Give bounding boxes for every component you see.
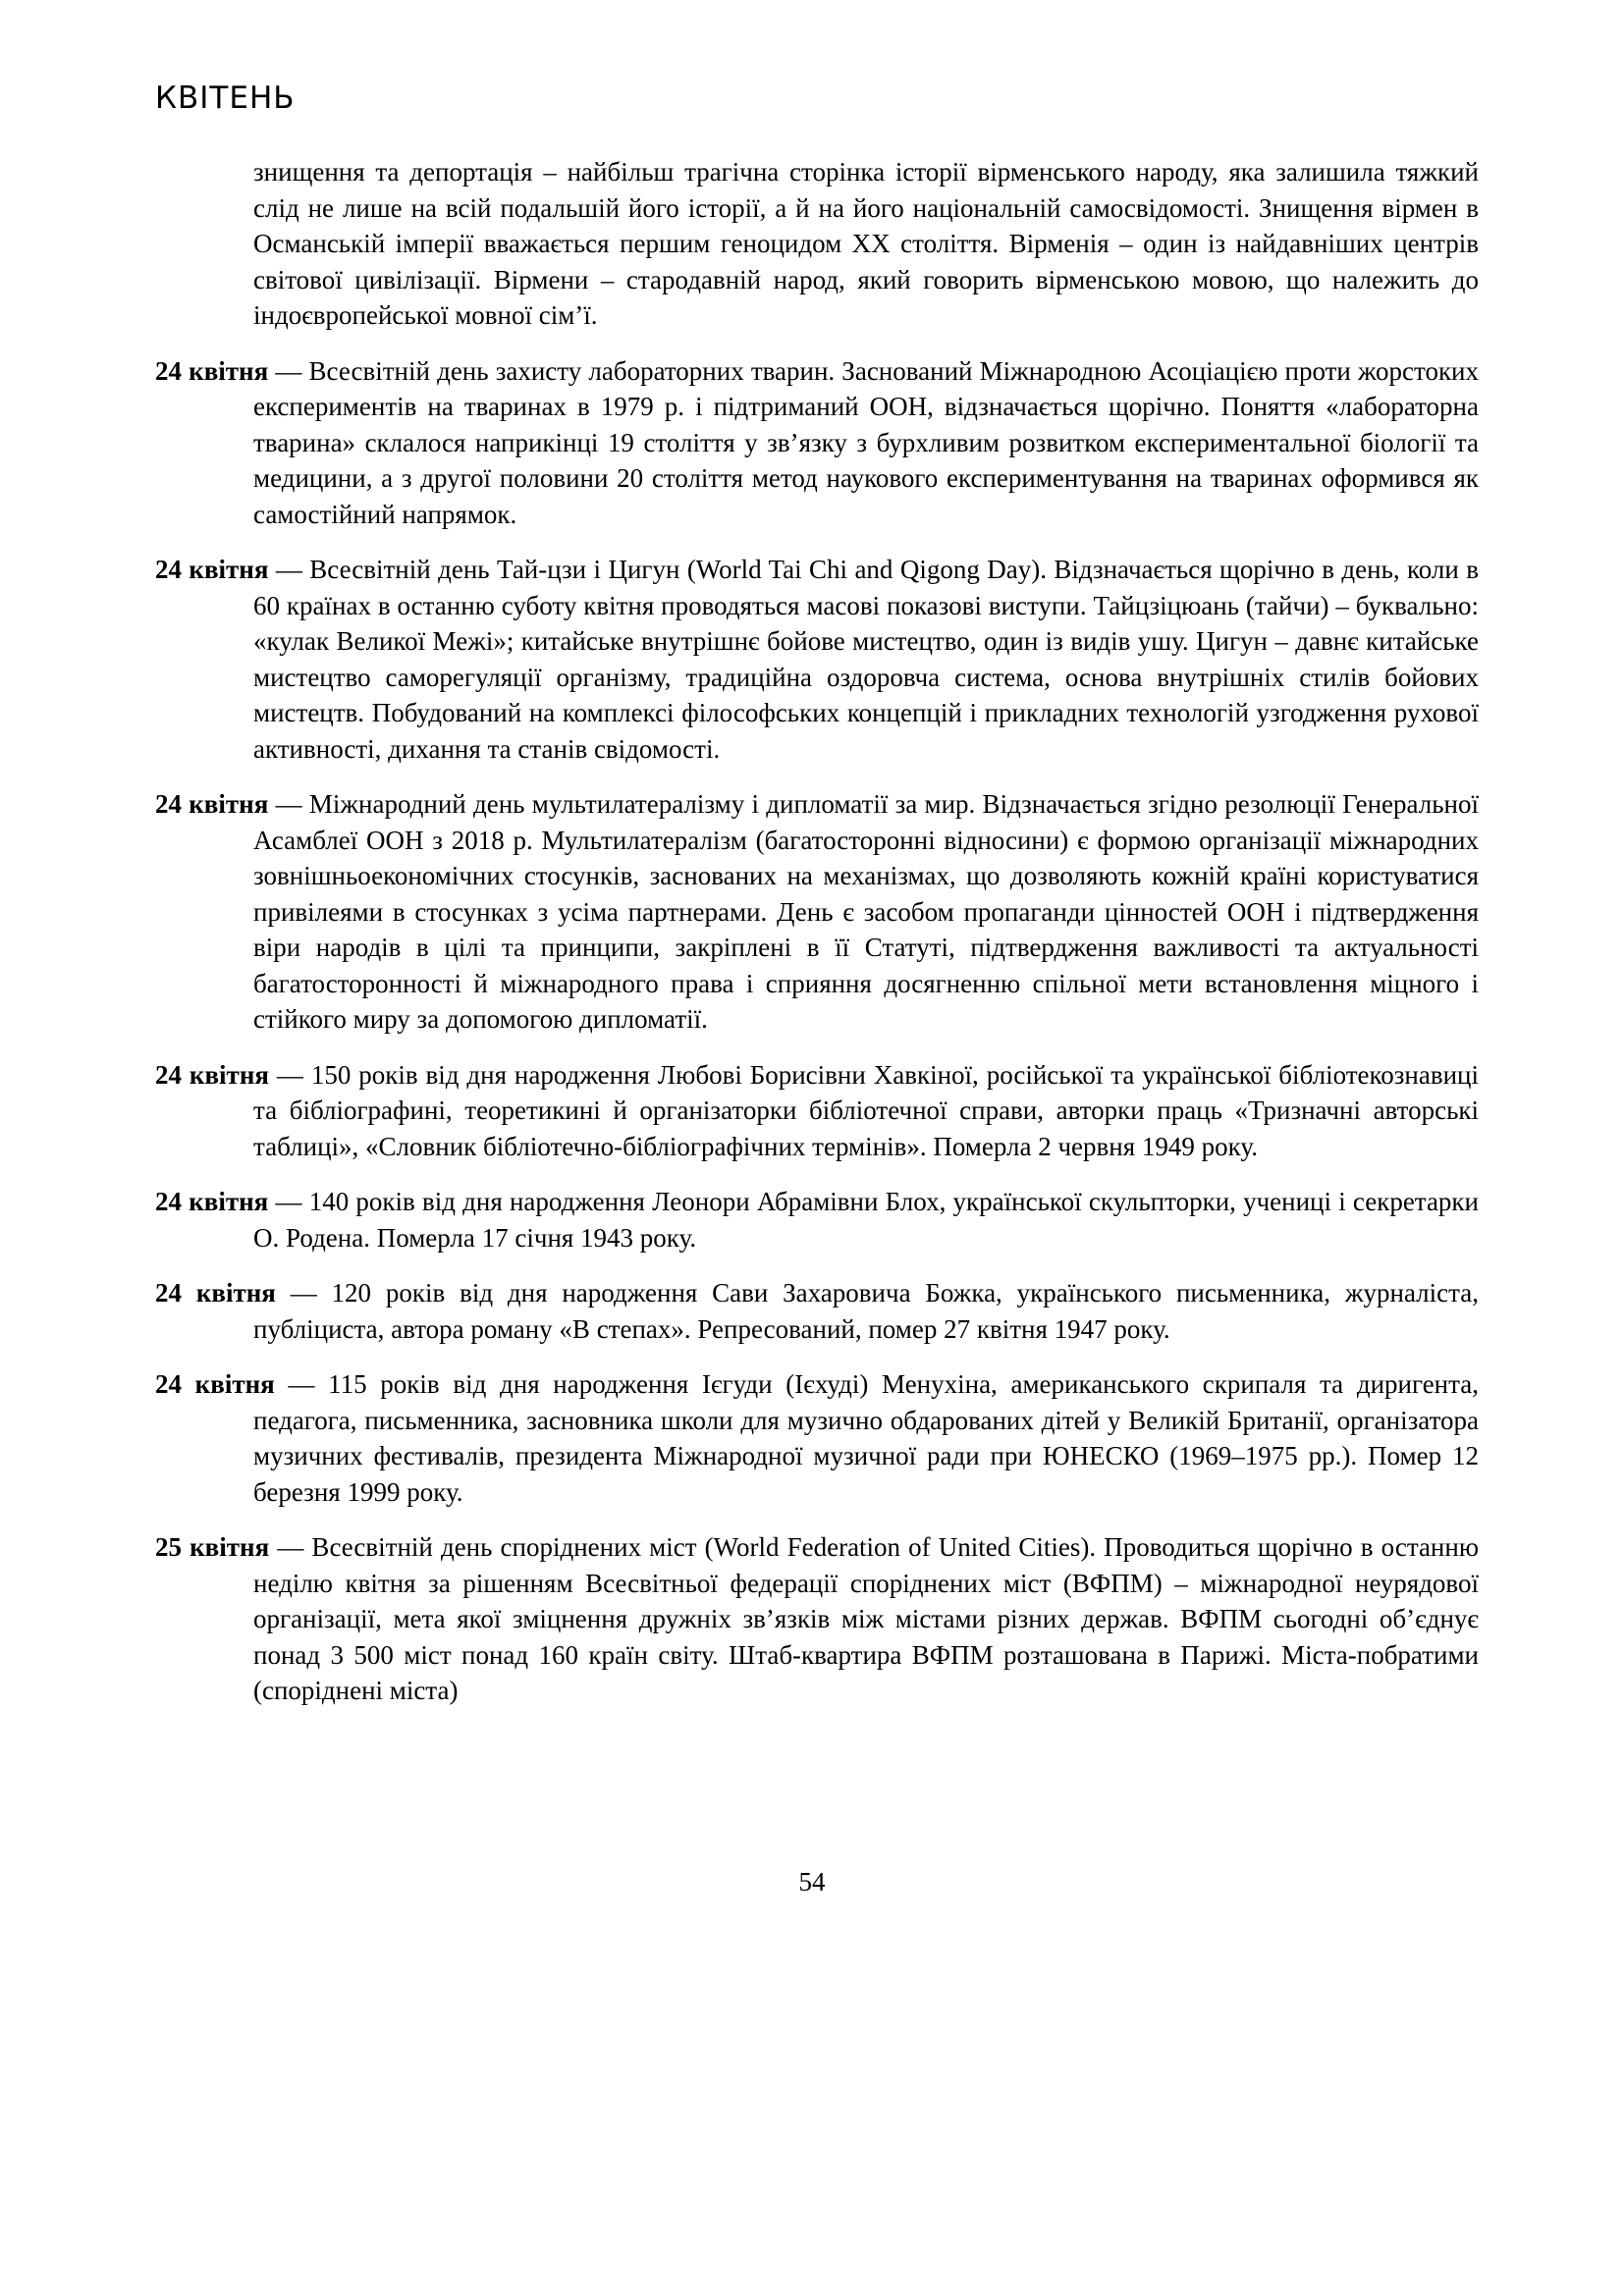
calendar-entry [155, 1275, 1479, 1347]
calendar-entry [155, 1366, 1479, 1510]
entry-text: — 120 років від дня народження Сави Захаровича Божка, українського письменника, журналіста, публіциста, автора роману «В степах». Репресований, помер 27 квітня 1947 року. [253, 1278, 1479, 1344]
page-number: 54 [798, 1867, 826, 1896]
entry-text: — Всесвітній день Тай-цзи і Цигун (World Tai Chi and Qigong Day). Відзначається щорічно в день, коли в 60 країнах в останню суботу квітня проводяться масові показові виступи. Тайцзіцюань (тайчи) – буквально: «кулак Великої Межі»; китайське внутрішнє бойове мистецтво, один із видів ушу. Цигун – давнє китайське мистецтво саморегуляції організму, традиційна оздоровча система, основа внутрішніх стилів бойових мистецтв. Побудований на комплексі філософських концепцій і прикладних технологій узгодження рухової активності, дихання та станів свідомості. [253, 555, 1480, 764]
calendar-entry [155, 1184, 1479, 1255]
document-body [155, 154, 1479, 1729]
calendar-entry [155, 353, 1479, 533]
entry-text: — Міжнародний день мультилатералізму і дипломатії за мир. Відзначається згідно резолюції Генеральної Асамблеї ООН з 2018 р. Мультилатералізм (багатосторонні відносини) є формою організації міжнародних зовнішньоекономічних стосунків, заснованих на механізмах, що дозволяють кожній країні користуватися привілеями в стосунках з усіма партнерами. День є засобом пропаганди цінностей ООН і підтвердження віри народів в цілі та принципи, закріплені в її Статуті, підтвердження важливості та актуальності багатосторонності й міжнародного права і сприяння досягненню спільної мети встановлення міцного і стійкого миру за допомогою дипломатії. [253, 789, 1479, 1034]
calendar-entry [155, 786, 1479, 1038]
entry-date: 24 квітня [155, 1278, 276, 1308]
entry-text: — 115 років від дня народження Ієгуди (Ієхуді) Менухіна, американського скрипаля та диригента, педагога, письменника, засновника школи для музично обдарованих дітей у Великій Британії, організатора музичних фестивалів, президента Міжнародної музичної ради при ЮНЕСКО (1969–1975 рр.). Помер 12 березня 1999 року. [253, 1369, 1479, 1507]
entry-text: — 140 років від дня народження Леонори Абрамівни Блох, української скульпторки, учениці і секретарки О. Родена. Померла 17 січня 1943 року. [253, 1187, 1479, 1253]
calendar-entry [155, 1529, 1479, 1709]
continuation-paragraph: знищення та депортація – найбільш трагічна сторінка історії вірменського народу, яка залишила тяжкий слід не лише на всій подальшій його історії, а й на його національній самосвідомості. Знищення вірмен в Османській імперії вважається першим геноцидом XX століття. Вірменія – один із найдавніших центрів світової цивілізації. Вірмени – стародавній народ, який говорить вірменською мовою, що належить до індоєвропейської мовної сім’ї. [253, 157, 1479, 330]
entry-date: 24 квітня [155, 555, 269, 584]
page-header-title: КВІТЕНЬ [155, 80, 296, 116]
entry-date: 24 квітня [155, 1059, 269, 1090]
entry-date: 24 квітня [155, 355, 269, 386]
calendar-entry [155, 552, 1479, 767]
entry-text: — 150 років від дня народження Любові Борисівни Хавкіної, російської та української бібліотекознавиці та бібліографині, теоретикині й організаторки бібліотечної справи, авторки праць «Тризначні авторські таблиці», «Словник бібліотечно-бібліографічних термінів». Померла 2 червня 1949 року. [253, 1059, 1479, 1161]
entry-date: 24 квітня [155, 1369, 275, 1399]
calendar-entry [155, 1057, 1479, 1165]
entry-text: — Всесвітній день споріднених міст (World Federation of United Cities). Проводиться щорічно в останню неділю квітня за рішенням Всесвітньої федерації споріднених міст (ВФПМ) – міжнародної неурядової організації, мета якої зміцнення дружніх зв’язків між містами різних держав. ВФПМ сьогодні об’єднує понад 3 500 міст понад 160 країн світу. Штаб-квартира ВФПМ розташована в Парижі. Міста-побратими (споріднені міста) [253, 1532, 1479, 1705]
entry-text: — Всесвітній день захисту лабораторних тварин. Заснований Міжнародною Асоціацією проти жорстоких експериментів на тваринах в 1979 р. і підтриманий ООН, відзначається щорічно. Поняття «лабораторна тварина» склалося наприкінці 19 століття у зв’язку з бурхливим розвитком експериментальної біології та медицини, а з другої половини 20 століття метод наукового експериментування на тваринах оформився як самостійний напрямок. [253, 355, 1480, 529]
entry-date: 25 квітня [155, 1532, 270, 1562]
entry-date: 24 квітня [155, 1187, 269, 1216]
entry-date: 24 квітня [155, 789, 269, 819]
